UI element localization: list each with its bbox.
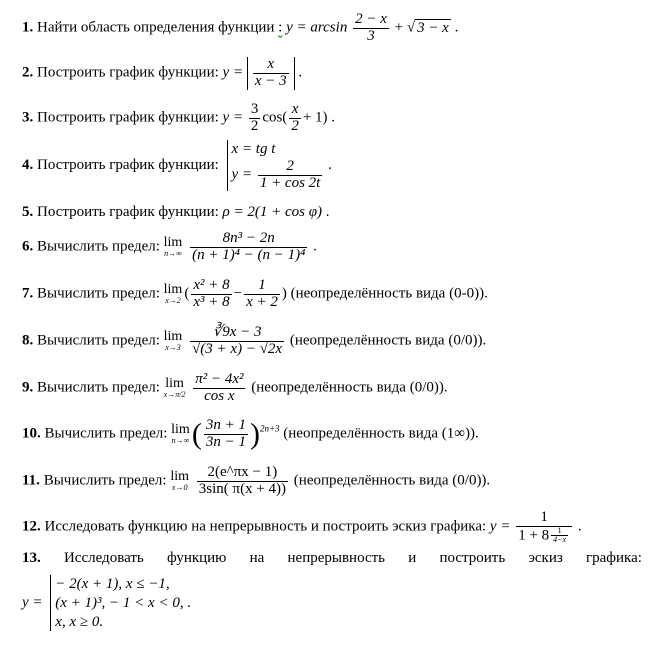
end-punct: . [454, 19, 459, 36]
limit-operator: lim x→3 [163, 329, 183, 353]
numerator: 1 [258, 277, 266, 293]
indeterminacy-note: (неопределённость вида (1∞)). [283, 425, 479, 442]
task-text: Построить график функции: [37, 204, 219, 220]
numerator: x [291, 101, 299, 117]
task-number: 10. [22, 425, 41, 442]
word: непрерывность [287, 550, 386, 566]
sqrt-sign: √ [406, 19, 416, 36]
numerator: 2 [286, 157, 294, 174]
indeterminacy-note: (неопределённость вида (0/0)). [251, 379, 448, 396]
task-2 [22, 57, 302, 90]
task-number: 12. [22, 518, 41, 535]
task-4 [22, 140, 332, 191]
task-text: Вычислить предел: [37, 379, 160, 396]
limit-operator: lim x→2 [163, 282, 183, 306]
task-number: 5. [22, 204, 34, 220]
exponent-fraction: $\frac{1}{4-x}$ [553, 525, 567, 545]
system-row-2: y = $\frac{2}{1 + \cos 2t}$ [231, 157, 321, 191]
task-text: Вычислить предел: [44, 425, 168, 442]
task-10 [22, 418, 479, 451]
denominator: 3 [353, 28, 389, 45]
fraction [516, 510, 572, 545]
fraction [190, 325, 284, 358]
function-name: cos( [262, 109, 288, 126]
fraction [191, 278, 231, 311]
task-number: 2. [22, 64, 34, 81]
end-punct: . [298, 64, 303, 81]
task-number: 13. [22, 550, 41, 566]
task-text: Вычислить предел: [37, 285, 160, 302]
fraction [197, 465, 288, 498]
task-9 [22, 372, 448, 405]
end-punct: . [328, 157, 332, 174]
task-5 [22, 205, 330, 220]
task-6 [22, 231, 317, 264]
limit-operator: lim n→∞ [171, 422, 190, 446]
numerator: x² + 8 [193, 277, 230, 293]
piece-3: x, x ≥ 0. [55, 613, 104, 630]
task-13 [22, 550, 642, 631]
indeterminacy-note: (неопределённость вида (0/0)). [289, 332, 487, 349]
numerator: 1 [540, 509, 548, 525]
numerator: x [267, 56, 275, 72]
task-text: Вычислить предел: [37, 238, 160, 255]
task-text: Найти область определения функции [37, 19, 275, 36]
fraction [193, 372, 245, 405]
denominator: x − 3 [254, 72, 287, 89]
task-number: 7. [22, 285, 34, 302]
minus-sign: − [233, 285, 243, 302]
denominator: 2 [250, 117, 259, 134]
task-text: Исследовать функцию на непрерывность и построить эскиз графика: [44, 518, 487, 535]
indeterminacy-note: (неопределённость вида (0-0)). [290, 285, 488, 302]
numerator: 2 − x [355, 11, 387, 27]
word: на [249, 550, 265, 566]
fraction [258, 159, 323, 192]
numerator: ∛9x − 3 [212, 324, 262, 340]
task-text: Вычислить предел: [37, 332, 160, 349]
task-text: Построить график функции: [37, 109, 219, 126]
denominator: (n + 1)⁴ − (n − 1)⁴ [192, 246, 306, 263]
piecewise-function [22, 575, 642, 631]
radicand: 3 − x [417, 19, 449, 36]
word: графика: [586, 550, 642, 566]
word: Исследовать [63, 550, 144, 566]
fraction [289, 102, 301, 135]
task-text: Вычислить предел: [43, 472, 167, 489]
numerator: 3n + 1 [205, 417, 246, 433]
task-13-header [22, 550, 642, 567]
indeterminacy-note: (неопределённость вида (0/0)). [293, 472, 491, 489]
fraction [244, 278, 280, 311]
exponent: 2n+3 [259, 423, 280, 434]
task-11 [22, 465, 490, 498]
word: построить [439, 550, 506, 566]
task-number: 4. [22, 157, 34, 174]
denominator: x + 2 [246, 293, 278, 310]
system-brace [50, 575, 191, 631]
denominator: √(3 + x) − √2x [192, 340, 283, 357]
fraction [253, 57, 289, 90]
system-brace [227, 140, 325, 191]
system-row-1: x = tg t [231, 141, 276, 157]
word: и [408, 550, 417, 566]
numerator: 3 [250, 101, 259, 117]
denominator: cos x [193, 388, 245, 405]
task-3 [22, 102, 335, 135]
task-number: 11. [22, 472, 40, 489]
formula-lhs: y = [222, 64, 244, 81]
task-number: 1. [22, 19, 34, 36]
denominator: 1 + 8 $\frac{1}{4-x}$ [516, 526, 572, 545]
fraction [353, 12, 389, 45]
denominator: x³ + 8 [193, 293, 230, 310]
denominator: 1 + cos 2t [259, 174, 321, 191]
spellcheck-mark: : [278, 19, 283, 36]
limit-operator: lim n→∞ [163, 235, 183, 259]
denominator: 3n − 1 [205, 433, 246, 450]
numerator: π² − 4x² [195, 371, 244, 387]
piece-1: − 2(x + 1), x ≤ −1, [55, 576, 170, 592]
absolute-value [247, 57, 295, 90]
limit-operator: lim x→π/2 [163, 376, 186, 400]
formula-lhs: y = [22, 594, 43, 611]
fraction [190, 231, 307, 264]
task-number: 6. [22, 238, 34, 255]
piece-2: (x + 1)³, − 1 < x < 0, . [55, 594, 192, 611]
task-number: 8. [22, 332, 34, 349]
word: эскиз [528, 550, 563, 566]
task-number: 9. [22, 379, 34, 396]
task-text: Построить график функции: [37, 64, 219, 81]
task-text: Построить график функции: [37, 157, 219, 174]
numerator: 2(e^πx − 1) [207, 464, 278, 480]
task-1 [22, 12, 458, 45]
formula-rest: + 1) [302, 109, 328, 126]
task-8 [22, 325, 486, 358]
formula-lhs: y = [489, 518, 511, 535]
end-punct: . [313, 238, 317, 255]
task-7: 7. Вычислить предел: lim x→2 ( $\frac{\text{x² + 8}}{\text{x³ + 8}}$ − $\frac{1}{x + 2}$ ) (неопределённость вида (0-0)). [22, 277, 488, 310]
formula-lhs: y = arcsin [286, 19, 348, 36]
task-number: 3. [22, 109, 34, 126]
end-punct: . [331, 109, 336, 126]
right-paren: ) [249, 417, 260, 451]
numerator: 8n³ − 2n [222, 230, 275, 246]
fraction [249, 102, 261, 135]
left-paren: ( [191, 417, 202, 451]
formula: ρ = 2(1 + cos φ) [222, 204, 323, 220]
formula-lhs: y = [222, 109, 244, 126]
end-punct: . [325, 204, 330, 220]
word: функцию [166, 550, 227, 566]
limit-operator: lim x→0 [170, 469, 190, 493]
denominator: 2 [291, 117, 299, 134]
fraction [204, 418, 248, 451]
task-12 [22, 510, 582, 545]
denominator: 3sin( π(x + 4)) [198, 480, 287, 497]
end-punct: . [577, 518, 582, 535]
plus-sign: + [394, 19, 404, 36]
